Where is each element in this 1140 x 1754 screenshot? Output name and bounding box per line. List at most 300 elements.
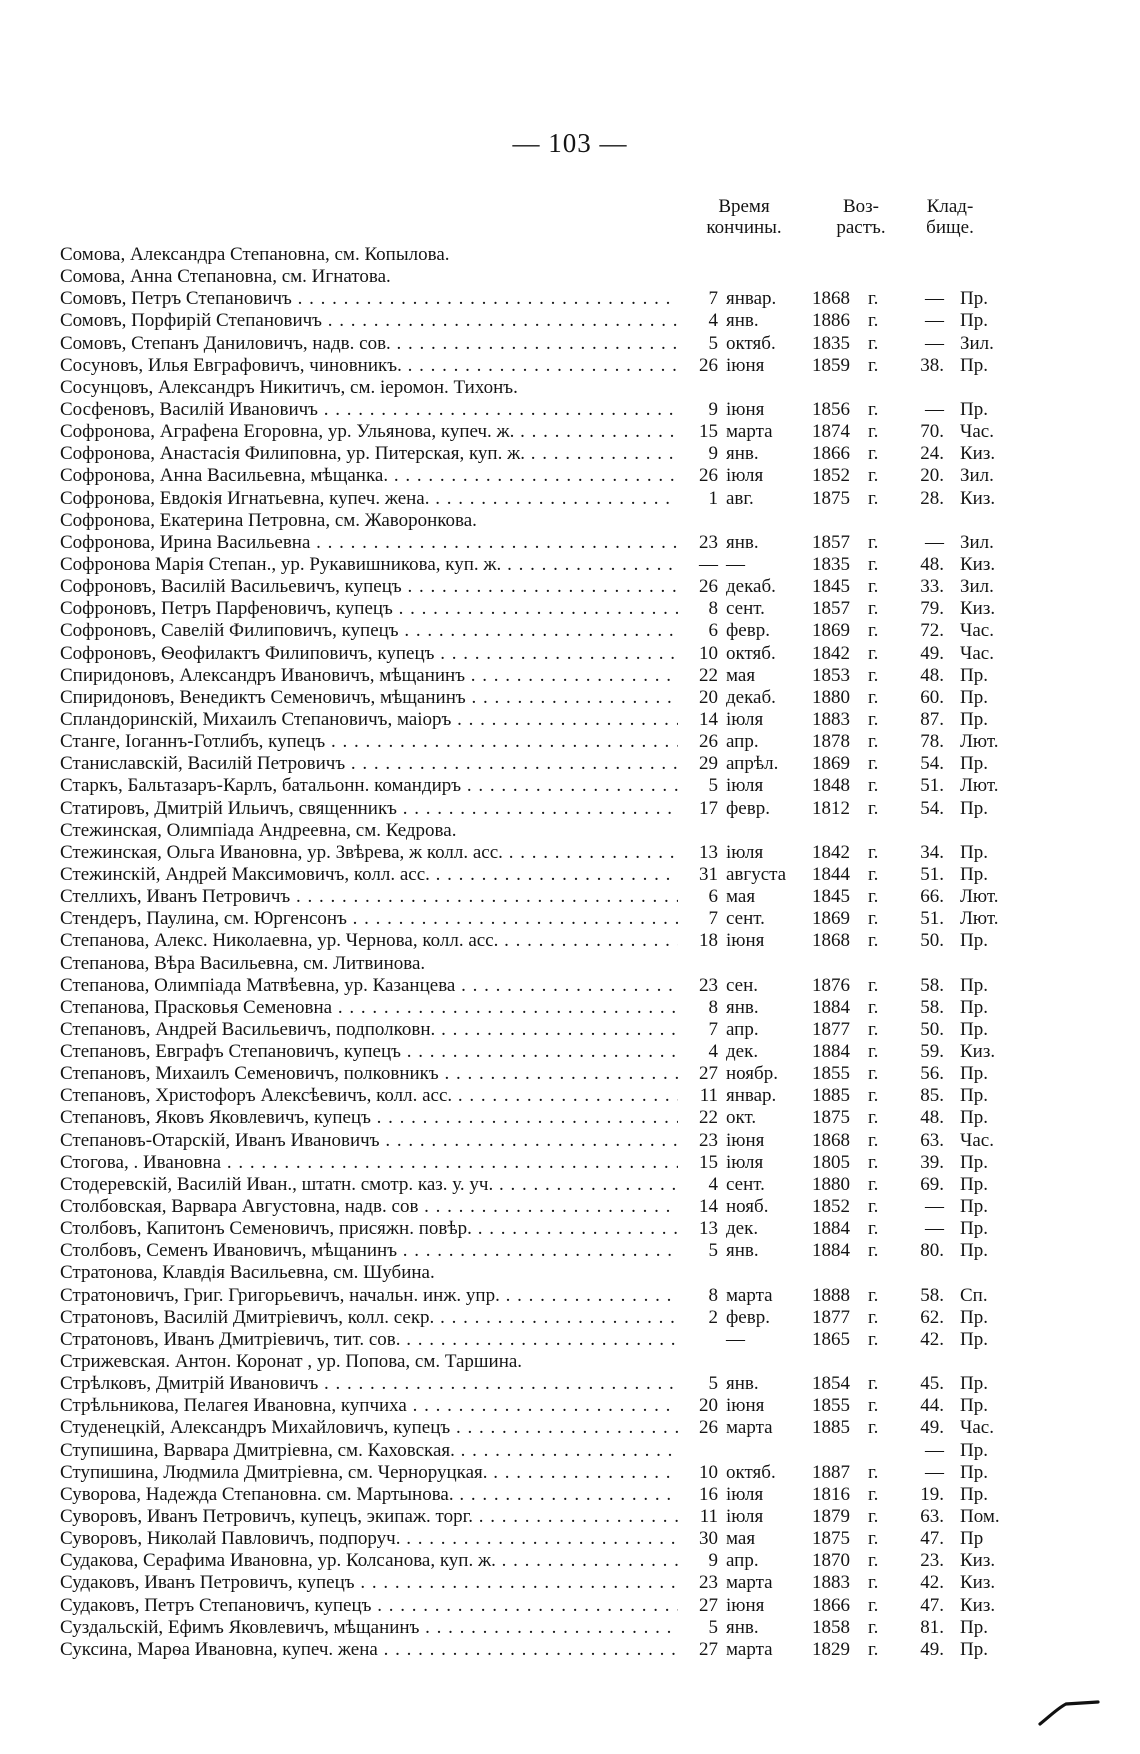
entry-death-month: дек. — [726, 1041, 759, 1063]
entry-cemetery: Лют. — [960, 731, 999, 753]
entry-death-year: 1883 — [812, 1572, 850, 1594]
entry-age: 81. — [920, 1616, 944, 1638]
entry-name: Софронова Марія Степан., ур. Рукавишникова, куп. ж. . . . — [60, 554, 678, 576]
entry-name: Статировъ, Дмитрій Ильичъ, священникъ . . . — [60, 798, 678, 820]
entry-death-day: 1 — [708, 487, 718, 509]
entry-death-month: марта — [726, 421, 773, 443]
entry-age: 62. — [920, 1306, 944, 1328]
entry-year-abbrev: г. — [868, 642, 879, 664]
entry-death-month: декаб. — [726, 686, 776, 708]
entry-death-day: 11 — [699, 1506, 718, 1528]
entry-death-year: 1866 — [812, 443, 850, 465]
register-entry — [60, 1240, 1000, 1262]
register-entry — [60, 576, 1000, 598]
entry-death-year: 1835 — [812, 553, 850, 575]
entry-name: Столбовъ, Семенъ Ивановичъ, мѣщанинъ . . . — [60, 1240, 678, 1262]
entry-death-month: іюля — [726, 1506, 764, 1528]
entry-age: 23. — [920, 1550, 944, 1572]
entry-age: 79. — [920, 598, 944, 620]
entry-death-year: 1886 — [812, 310, 850, 332]
entry-death-day: 20 — [699, 686, 718, 708]
register-entry — [60, 930, 1000, 952]
entry-cemetery: Пр. — [960, 310, 988, 332]
entry-name: Старкъ, Бальтазаръ-Карлъ, батальонн. командиръ . . . — [60, 775, 678, 797]
entry-death-day: 23 — [699, 974, 718, 996]
register-entry — [60, 665, 1000, 687]
entry-cemetery: Пр. — [960, 930, 988, 952]
entry-death-day: 23 — [699, 1572, 718, 1594]
entry-death-month: іюня — [726, 354, 765, 376]
entry-cemetery: Пр. — [960, 664, 988, 686]
entry-year-abbrev: г. — [868, 443, 879, 465]
entry-death-year: 1879 — [812, 1506, 850, 1528]
register-entry — [60, 421, 1000, 443]
register-entry — [60, 1196, 1000, 1218]
entry-death-day: 5 — [708, 1240, 718, 1262]
entry-cemetery: Пр. — [960, 1085, 988, 1107]
entry-death-month: ноябр. — [726, 1063, 778, 1085]
entry-cemetery: Сп. — [960, 1284, 988, 1306]
entry-age: 78. — [920, 731, 944, 753]
entry-death-month: апр. — [726, 1550, 759, 1572]
entry-cemetery: Пр. — [960, 1461, 988, 1483]
entry-death-month: янв. — [726, 1373, 759, 1395]
entry-year-abbrev: г. — [868, 354, 879, 376]
header-time-of-death: Время кончины. — [706, 196, 782, 238]
entry-age: 50. — [920, 930, 944, 952]
entry-death-year: 1856 — [812, 398, 850, 420]
entry-name: Стратонова, Клавдія Васильевна, см. Шубина. — [60, 1262, 435, 1284]
entry-death-year: 1848 — [812, 775, 850, 797]
entry-cemetery: Киз. — [960, 487, 996, 509]
entry-year-abbrev: г. — [868, 1240, 879, 1262]
entry-death-month: апр. — [726, 731, 759, 753]
entry-death-day: — — [699, 553, 718, 575]
entry-name: Стежинская, Олимпіада Андреевна, см. Кедрова. — [60, 819, 457, 841]
register-entry — [60, 244, 1000, 266]
entry-death-year: 1842 — [812, 642, 850, 664]
register-entry — [60, 620, 1000, 642]
entry-death-year: 1869 — [812, 620, 850, 642]
entry-cemetery: Пр. — [960, 863, 988, 885]
entry-name: Студенецкій, Александръ Михайловичъ, купецъ . . . — [60, 1417, 678, 1439]
entry-cemetery: Пр. — [960, 1616, 988, 1638]
entry-cemetery: Пр. — [960, 1395, 988, 1417]
entry-death-month: іюня — [726, 1594, 765, 1616]
entry-name: Степанова, Прасковья Семеновна . . . — [60, 997, 678, 1019]
entry-death-month: мая — [726, 886, 756, 908]
entry-name: Судакова, Серафима Ивановна, ур. Колсанова, куп. ж. . . . — [60, 1550, 678, 1572]
entry-year-abbrev: г. — [868, 553, 879, 575]
register-entry — [60, 1550, 1000, 1572]
entry-death-day: 8 — [708, 598, 718, 620]
entry-name: Софронова, Ирина Васильевна . . . — [60, 532, 678, 554]
entry-death-day: 15 — [699, 421, 718, 443]
entry-year-abbrev: г. — [868, 731, 879, 753]
register-entry — [60, 1307, 1000, 1329]
entry-name: Софронова, Анна Васильевна, мѣщанка. . . . — [60, 465, 678, 487]
entry-name: Суворовъ, Николай Павловичъ, подпоруч. . . . — [60, 1528, 678, 1550]
entry-death-day: 14 — [699, 1196, 718, 1218]
entry-death-year: 1885 — [812, 1085, 850, 1107]
entry-age: 44. — [920, 1395, 944, 1417]
entry-death-day: 20 — [699, 1395, 718, 1417]
entry-year-abbrev: г. — [868, 886, 879, 908]
entry-age: 42. — [920, 1328, 944, 1350]
entry-age: 63. — [920, 1129, 944, 1151]
register-entry — [60, 598, 1000, 620]
entry-death-year: 1852 — [812, 1196, 850, 1218]
entry-name: Сомовъ, Порфирій Степановичъ . . . — [60, 310, 678, 332]
entry-name: Стодеревскій, Василій Иван., штатн. смотр. каз. у. уч. . . . — [60, 1174, 678, 1196]
entry-cemetery: Пр. — [960, 753, 988, 775]
register-entry — [60, 1595, 1000, 1617]
register-entry — [60, 488, 1000, 510]
entry-year-abbrev: г. — [868, 576, 879, 598]
entry-age: — — [925, 1196, 944, 1218]
entry-death-year: 1868 — [812, 288, 850, 310]
register-entry — [60, 842, 1000, 864]
entry-cemetery: Пр. — [960, 841, 988, 863]
register-entry — [60, 1085, 1000, 1107]
entry-age: 56. — [920, 1063, 944, 1085]
entry-age: 80. — [920, 1240, 944, 1262]
entry-name: Станге, Іоганнъ-Готлибъ, купецъ . . . — [60, 731, 678, 753]
entry-age: 19. — [920, 1483, 944, 1505]
entry-cemetery: Час. — [960, 421, 994, 443]
entry-cemetery: Зил. — [960, 332, 994, 354]
entry-name: Софронова, Аграфена Егоровна, ур. Ульянова, купеч. ж. . . . — [60, 421, 678, 443]
entry-cemetery: Пр. — [960, 398, 988, 420]
entry-name: Степанова, Вѣра Васильевна, см. Литвинова. — [60, 952, 426, 974]
entry-name: Софроновъ, Савелій Филиповичъ, купецъ . . . — [60, 620, 678, 642]
entry-name: Стратоновъ, Иванъ Дмитріевичъ, тит. сов. . . . — [60, 1329, 678, 1351]
entry-death-year: 1866 — [812, 1594, 850, 1616]
entry-age: 38. — [920, 354, 944, 376]
entry-cemetery: Лют. — [960, 908, 999, 930]
entry-age: 45. — [920, 1373, 944, 1395]
entry-name: Сомова, Александра Степановна, см. Копылова. — [60, 244, 450, 265]
entry-cemetery: Пр. — [960, 996, 988, 1018]
entry-death-day: 4 — [708, 1041, 718, 1063]
entry-year-abbrev: г. — [868, 1373, 879, 1395]
entry-age: 49. — [920, 642, 944, 664]
entry-year-abbrev: г. — [868, 996, 879, 1018]
entry-age: — — [925, 288, 944, 310]
register-entry — [60, 377, 1000, 399]
entry-cemetery: Киз. — [960, 553, 996, 575]
entry-name: Степановъ, Андрей Васильевичъ, подполковн. . . . — [60, 1019, 678, 1041]
entry-age: 48. — [920, 1107, 944, 1129]
entry-death-year: 1876 — [812, 974, 850, 996]
entry-name: Стежинская, Ольга Ивановна, ур. Звѣрева, ж колл. асс. . . . — [60, 842, 678, 864]
entry-name: Степановъ, Яковъ Яковлевичъ, купецъ . . . — [60, 1107, 678, 1129]
entry-death-year: 1854 — [812, 1373, 850, 1395]
entry-age: 50. — [920, 1018, 944, 1040]
entry-death-month: нояб. — [726, 1196, 769, 1218]
entry-year-abbrev: г. — [868, 797, 879, 819]
entry-cemetery: Пом. — [960, 1506, 1000, 1528]
entry-death-day: 6 — [708, 620, 718, 642]
register-entry — [60, 908, 1000, 930]
entry-year-abbrev: г. — [868, 708, 879, 730]
header-cemetery: Клад- бище. — [926, 196, 974, 238]
entry-cemetery: Киз. — [960, 1572, 996, 1594]
burial-register-list — [60, 244, 1000, 1661]
register-entry — [60, 1440, 1000, 1462]
entry-cemetery: Час. — [960, 620, 994, 642]
entry-year-abbrev: г. — [868, 863, 879, 885]
entry-age: 42. — [920, 1572, 944, 1594]
entry-cemetery: Пр. — [960, 1373, 988, 1395]
entry-death-month: мая — [726, 664, 756, 686]
entry-age: 59. — [920, 1041, 944, 1063]
register-entry — [60, 1639, 1000, 1661]
register-entry — [60, 1152, 1000, 1174]
entry-death-year: 1885 — [812, 1417, 850, 1439]
entry-death-year: 1857 — [812, 531, 850, 553]
entry-name: Стрѣльникова, Пелагея Ивановна, купчиха . . . — [60, 1395, 678, 1417]
entry-age: 48. — [920, 553, 944, 575]
entry-death-year: 1844 — [812, 863, 850, 885]
entry-death-day: 5 — [708, 775, 718, 797]
entry-death-month: февр. — [726, 1306, 770, 1328]
entry-death-month: — — [726, 1328, 745, 1350]
pen-mark — [1036, 1698, 1100, 1728]
entry-death-day: 23 — [699, 1129, 718, 1151]
entry-age: — — [925, 1218, 944, 1240]
entry-age: — — [925, 398, 944, 420]
entry-death-year: 1880 — [812, 686, 850, 708]
entry-year-abbrev: г. — [868, 1594, 879, 1616]
entry-cemetery: Пр. — [960, 1483, 988, 1505]
register-entry — [60, 399, 1000, 421]
entry-death-month: дек. — [726, 1218, 759, 1240]
entry-year-abbrev: г. — [868, 1041, 879, 1063]
register-entry — [60, 643, 1000, 665]
entry-age: 51. — [920, 863, 944, 885]
entry-death-day: 29 — [699, 753, 718, 775]
register-entry — [60, 975, 1000, 997]
entry-age: 58. — [920, 974, 944, 996]
entry-name: Ступишина, Людмила Дмитріевна, см. Черноруцкая. . . . — [60, 1462, 678, 1484]
entry-year-abbrev: г. — [868, 487, 879, 509]
entry-death-day: 14 — [699, 708, 718, 730]
register-entry — [60, 1174, 1000, 1196]
entry-age: 24. — [920, 443, 944, 465]
entry-death-month: іюля — [726, 708, 764, 730]
entry-death-year: 1812 — [812, 797, 850, 819]
entry-year-abbrev: г. — [868, 1063, 879, 1085]
entry-cemetery: Пр. — [960, 1218, 988, 1240]
entry-death-day: 22 — [699, 664, 718, 686]
entry-death-day: 7 — [708, 288, 718, 310]
entry-year-abbrev: г. — [868, 1196, 879, 1218]
entry-cemetery: Киз. — [960, 1594, 996, 1616]
entry-cemetery: Пр. — [960, 1328, 988, 1350]
entry-death-year: 1875 — [812, 487, 850, 509]
entry-cemetery: Киз. — [960, 1041, 996, 1063]
register-entry — [60, 1395, 1000, 1417]
entry-year-abbrev: г. — [868, 531, 879, 553]
entry-cemetery: Зил. — [960, 531, 994, 553]
register-entry — [60, 1617, 1000, 1639]
entry-age: 39. — [920, 1151, 944, 1173]
register-entry — [60, 532, 1000, 554]
entry-death-month: янв. — [726, 1240, 759, 1262]
entry-name: Стендеръ, Паулина, см. Юргенсонъ . . . — [60, 908, 678, 930]
register-entry — [60, 1462, 1000, 1484]
entry-name: Степановъ, Михаилъ Семеновичъ, полковникъ . . . — [60, 1063, 678, 1085]
entry-death-year: 1868 — [812, 1129, 850, 1151]
entry-year-abbrev: г. — [868, 1173, 879, 1195]
entry-year-abbrev: г. — [868, 1506, 879, 1528]
entry-cemetery: Пр. — [960, 974, 988, 996]
entry-death-year: 1842 — [812, 841, 850, 863]
entry-cemetery: Пр. — [960, 1638, 988, 1660]
entry-death-day: 23 — [699, 531, 718, 553]
entry-name: Стежинскій, Андрей Максимовичъ, колл. асс. . . . — [60, 864, 678, 886]
entry-death-year: 1869 — [812, 753, 850, 775]
entry-name: Суворова, Надежда Степановна. см. Мартынова. . . . — [60, 1484, 678, 1506]
entry-death-day: 9 — [708, 398, 718, 420]
entry-year-abbrev: г. — [868, 1018, 879, 1040]
entry-death-year: 1859 — [812, 354, 850, 376]
entry-name: Судаковъ, Иванъ Петровичъ, купецъ . . . — [60, 1572, 678, 1594]
entry-death-day: 9 — [708, 443, 718, 465]
entry-death-year: 1858 — [812, 1616, 850, 1638]
register-entry — [60, 1262, 1000, 1284]
entry-death-year: 1877 — [812, 1306, 850, 1328]
entry-name: Суздальскій, Ефимъ Яковлевичъ, мѣщанинъ . . . — [60, 1617, 678, 1639]
entry-death-month: окт. — [726, 1107, 757, 1129]
register-entry — [60, 310, 1000, 332]
register-entry — [60, 997, 1000, 1019]
entry-name: Степановъ, Христофоръ Алексѣевичъ, колл. асс. . . . — [60, 1085, 678, 1107]
register-entry — [60, 1506, 1000, 1528]
entry-death-year: 1853 — [812, 664, 850, 686]
entry-death-year: 1835 — [812, 332, 850, 354]
entry-cemetery: Лют. — [960, 775, 999, 797]
entry-name: Софроновъ, Василій Васильевичъ, купецъ . . . — [60, 576, 678, 598]
entry-death-day: 10 — [699, 642, 718, 664]
entry-cemetery: Пр. — [960, 708, 988, 730]
entry-death-year: 1852 — [812, 465, 850, 487]
entry-year-abbrev: г. — [868, 1395, 879, 1417]
entry-cemetery: Зил. — [960, 465, 994, 487]
entry-cemetery: Киз. — [960, 598, 996, 620]
entry-age: 58. — [920, 1284, 944, 1306]
register-entry — [60, 554, 1000, 576]
entry-death-day: 22 — [699, 1107, 718, 1129]
entry-year-abbrev: г. — [868, 1461, 879, 1483]
entry-death-day: 30 — [699, 1528, 718, 1550]
entry-death-month: іюля — [726, 1151, 764, 1173]
entry-year-abbrev: г. — [868, 775, 879, 797]
register-entry — [60, 1373, 1000, 1395]
entry-year-abbrev: г. — [868, 1616, 879, 1638]
entry-name: Сосунцовъ, Александръ Никитичъ, см. іеромон. Тихонъ. — [60, 376, 518, 398]
entry-year-abbrev: г. — [868, 930, 879, 952]
entry-name: Степановъ, Евграфъ Степановичъ, купецъ . . . — [60, 1041, 678, 1063]
entry-year-abbrev: г. — [868, 664, 879, 686]
entry-age: 34. — [920, 841, 944, 863]
entry-year-abbrev: г. — [868, 1218, 879, 1240]
entry-cemetery: Пр. — [960, 1439, 988, 1461]
entry-death-day: 2 — [708, 1306, 718, 1328]
register-entry — [60, 775, 1000, 797]
entry-name: Спиридоновъ, Александръ Ивановичъ, мѣщанинъ . . . — [60, 665, 678, 687]
register-entry — [60, 709, 1000, 731]
entry-death-day: 4 — [708, 1173, 718, 1195]
entry-death-day: 5 — [708, 1616, 718, 1638]
register-entry — [60, 1107, 1000, 1129]
entry-cemetery: Час. — [960, 642, 994, 664]
entry-cemetery: Пр. — [960, 288, 988, 310]
entry-name: Степанова, Алекс. Николаевна, ур. Чернова, колл. асс. . . . — [60, 930, 678, 952]
entry-death-day: 5 — [708, 1373, 718, 1395]
entry-death-year: 1869 — [812, 908, 850, 930]
entry-death-day: 4 — [708, 310, 718, 332]
register-entry — [60, 1041, 1000, 1063]
entry-death-month: апр. — [726, 1018, 759, 1040]
entry-name: Степановъ-Отарскій, Иванъ Ивановичъ . . . — [60, 1130, 678, 1152]
entry-age: 72. — [920, 620, 944, 642]
entry-death-day: 8 — [708, 1284, 718, 1306]
entry-year-abbrev: г. — [868, 465, 879, 487]
entry-cemetery: Пр. — [960, 797, 988, 819]
entry-year-abbrev: г. — [868, 1550, 879, 1572]
entry-death-day: 5 — [708, 332, 718, 354]
entry-year-abbrev: г. — [868, 1572, 879, 1594]
entry-death-day: 27 — [699, 1638, 718, 1660]
entry-year-abbrev: г. — [868, 1328, 879, 1350]
entry-cemetery: Пр. — [960, 1107, 988, 1129]
entry-death-day: 26 — [699, 576, 718, 598]
entry-death-year: 1870 — [812, 1550, 850, 1572]
register-entry — [60, 333, 1000, 355]
entry-age: 70. — [920, 421, 944, 443]
entry-death-day: 18 — [699, 930, 718, 952]
entry-death-year: 1875 — [812, 1107, 850, 1129]
entry-name: Стратоновичъ, Григ. Григорьевичъ, начальн. инж. упр. . . . — [60, 1285, 678, 1307]
entry-age: — — [925, 1461, 944, 1483]
entry-age: 54. — [920, 797, 944, 819]
entry-death-year: 1855 — [812, 1395, 850, 1417]
entry-death-day: 8 — [708, 996, 718, 1018]
entry-year-abbrev: г. — [868, 908, 879, 930]
entry-year-abbrev: г. — [868, 398, 879, 420]
register-entry — [60, 510, 1000, 532]
entry-age: 58. — [920, 996, 944, 1018]
entry-death-month: іюня — [726, 1129, 765, 1151]
entry-death-month: октяб. — [726, 642, 776, 664]
entry-name: Сомовъ, Петръ Степановичъ . . . — [60, 288, 678, 310]
entry-death-month: сент. — [726, 1173, 765, 1195]
entry-death-day: 17 — [699, 797, 718, 819]
entry-death-year: 1829 — [812, 1638, 850, 1660]
register-entry — [60, 1351, 1000, 1373]
entry-death-month: марта — [726, 1417, 773, 1439]
entry-cemetery: Пр. — [960, 1063, 988, 1085]
entry-death-year: 1816 — [812, 1483, 850, 1505]
register-entry — [60, 798, 1000, 820]
entry-name: Спиридоновъ, Венедиктъ Семеновичъ, мѣщанинъ . . . — [60, 687, 678, 709]
entry-death-day: 27 — [699, 1063, 718, 1085]
entry-name: Софронова, Анастасія Филиповна, ур. Питерская, куп. ж. . . . — [60, 443, 678, 465]
entry-cemetery: Пр. — [960, 686, 988, 708]
entry-name: Софронова, Евдокія Игнатьевна, купеч. жена. . . . — [60, 488, 678, 510]
